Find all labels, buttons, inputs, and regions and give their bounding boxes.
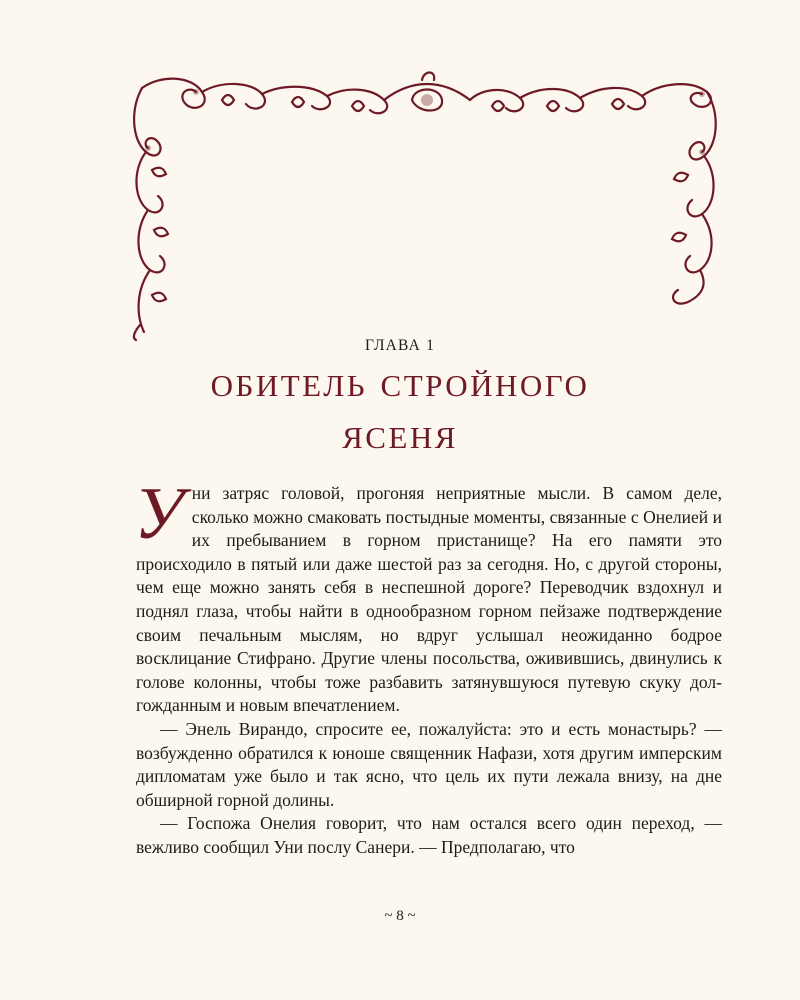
- page-number: ~ 8 ~: [384, 908, 416, 924]
- opening-paragraph-text: ни затряс головой, прогоняя неприятные мысли. В самом деле, сколько можно смаковать постыдные моменты, связанные с Онелией и их пребыванием в горном пристанище? На его памяти это происходило в пятый или даже шестой раз за сегодня. Но, с другой стороны, чем еще можно занять себя в неспешной дороге? Переводчик вздохнул и поднял глаза, чтобы найти в однообразном горном пейзаже подтверждение своим печальным мыслям, но вдруг услышал неожиданно бодрое восклицание Стифрано. Другие члены посольства, оживившись, двинулись к голове колонны, чтобы тоже разбавить затянувшуюся путевую скуку долгожданным и новым впечатлением.: [136, 483, 722, 716]
- drop-cap: У: [134, 473, 184, 555]
- baroque-corner-flourish-icon: [122, 70, 732, 342]
- chapter-body: [134, 473, 722, 860]
- chapter-title-line-2: ясеня: [342, 409, 458, 458]
- chapter-title: [100, 356, 700, 460]
- dialogue-paragraph-1: — Энель Вирандо, спросите ее, пожалуйста: это и есть монастырь? — возбужденно обратился к юноше священник Нафази, хотя другим имперским дипломатам уже было и так ясно, что цель их пути лежала внизу, на дне обширной горной долины.: [136, 718, 722, 810]
- dialogue-paragraph-2: — Госпожа Онелия говорит, что нам остался всего один переход, — вежливо сообщил Уни послу Санери. — Предполагаю, что: [136, 813, 722, 857]
- opening-paragraph: [134, 473, 722, 718]
- chapter-title-line-1: обитель стройного: [210, 357, 590, 406]
- chapter-label: ГЛАВА 1: [364, 337, 436, 354]
